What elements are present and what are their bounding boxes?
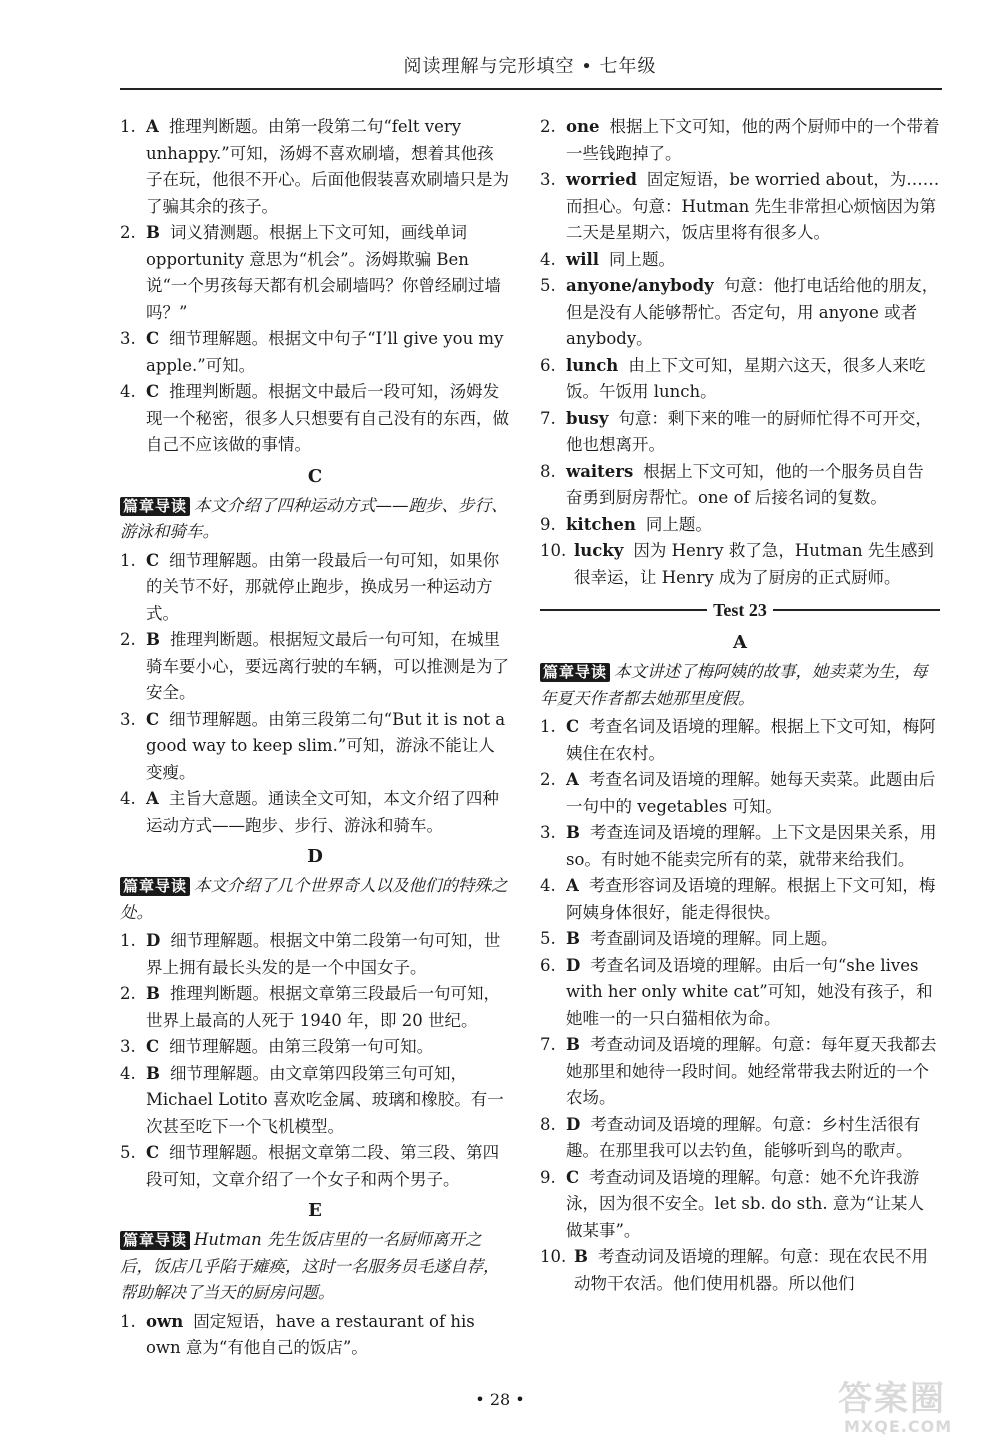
answer-item	[120, 1034, 510, 1061]
answer-item	[120, 114, 510, 220]
item-number: 5.	[540, 929, 556, 948]
item-number: 1.	[120, 550, 136, 570]
answer-explanation: 主旨大意题。通读全文可知，本文介绍了四种运动方式——跑步、步行、游泳和骑车。	[146, 789, 499, 835]
item-number: 9.	[540, 514, 556, 534]
answer-key: C	[566, 717, 580, 736]
test-title: Test 23	[713, 599, 767, 620]
answer-explanation: 细节理解题。根据文章第二段、第三段、第四段可知，文章介绍了一个女子和两个男子。	[146, 1143, 500, 1189]
item-number: 6.	[540, 955, 556, 975]
item-number: 1.	[120, 1311, 136, 1331]
answer-explanation: 考查动词及语境的理解。句意：乡村生活很有趣。在那里我可以去钓鱼，能够听到鸟的歌声。	[566, 1114, 921, 1160]
answer-item	[540, 459, 940, 512]
answer-key: A	[566, 770, 579, 789]
answer-explanation: 词义猜测题。根据上下文可知，画线单词 opportunity 意思为“机会”。汤姆欺骗 Ben 说“一个男孩每天都有机会刷墙吗？你曾经刷过墙吗？”	[146, 223, 501, 322]
answer-key: B	[146, 984, 160, 1003]
reading-guide	[120, 493, 510, 546]
item-number: 10.	[540, 1247, 567, 1266]
answer-key: B	[566, 929, 580, 948]
answer-explanation: 细节理解题。根据文中句子“I’ll give you my apple.”可知。	[146, 329, 504, 375]
answer-explanation: 考查名词及语境的理解。她每天卖菜。此题由后一句中的 vegetables 可知。	[566, 770, 936, 816]
guide-text: 本文介绍了四种运动方式——跑步、步行、游泳和骑车。	[120, 495, 508, 541]
answer-key: lunch	[566, 355, 619, 375]
answer-key: waiters	[566, 461, 634, 481]
answer-explanation: 细节理解题。由第三段第二句“But it is not a good way to keep slim.”可知，游泳不能让人变瘦。	[146, 709, 506, 782]
answer-item	[120, 548, 510, 628]
answer-item	[120, 786, 510, 839]
answer-key: A	[566, 876, 579, 895]
left-column	[120, 114, 510, 1362]
section-title-d: D	[307, 846, 323, 867]
answer-explanation: 考查副词及语境的理解。同上题。	[589, 929, 838, 948]
item-number: 4.	[540, 249, 556, 269]
item-number: 9.	[540, 1167, 556, 1187]
answer-key: D	[566, 1114, 581, 1134]
answer-item	[540, 538, 940, 591]
section-title-e: E	[308, 1200, 322, 1221]
answer-item	[540, 953, 940, 1033]
item-number: 3.	[540, 823, 556, 842]
item-number: 3.	[120, 329, 136, 348]
item-number: 1.	[120, 117, 136, 136]
answer-explanation: 同上题。	[645, 514, 712, 534]
section-title-c: C	[307, 465, 323, 487]
answer-key: C	[146, 1143, 160, 1162]
answer-item	[540, 273, 940, 353]
answer-item	[540, 1112, 940, 1165]
answer-explanation: 细节理解题。由文章第四段第三句可知，Michael Lotito 喜欢吃金属、玻璃和橡胶。有一次甚至吃下一个飞机模型。	[146, 1063, 504, 1136]
answer-explanation: 细节理解题。由第三段第一句可知。	[169, 1037, 434, 1056]
answer-key: C	[146, 1037, 160, 1056]
guide-text: 本文讲述了梅阿姨的故事，她卖菜为生，每年夏天作者都去她那里度假。	[540, 662, 928, 708]
answer-key: own	[146, 1311, 184, 1331]
item-number: 8.	[540, 1114, 556, 1134]
answer-key: D	[566, 955, 581, 975]
answer-explanation: 由上下文可知，星期六这天，很多人来吃饭。午饭用 lunch。	[566, 355, 926, 401]
section-title-a: A	[733, 632, 747, 653]
right-column	[540, 114, 940, 1297]
item-number: 3.	[120, 1037, 136, 1056]
answer-item	[540, 873, 940, 926]
item-number: 7.	[540, 1035, 556, 1054]
answer-item	[540, 167, 940, 247]
answer-explanation: 固定短语，have a restaurant of his own 意为“有他自己的饭店”。	[146, 1311, 475, 1357]
answer-item	[540, 1032, 940, 1112]
guide-label: 篇章导读	[120, 1231, 190, 1250]
answer-key: B	[566, 1035, 580, 1054]
answer-item	[120, 1061, 510, 1141]
reading-guide	[120, 1227, 510, 1307]
answer-key: worried	[566, 170, 637, 189]
answer-key: lucky	[574, 541, 624, 560]
answer-key: B	[574, 1247, 588, 1266]
answer-item	[540, 714, 940, 767]
answer-explanation: 考查连词及语境的理解。上下文是因果关系，用 so。有时她不能卖完所有的菜，就带来给我们。	[566, 823, 937, 869]
answer-item	[120, 981, 510, 1034]
answer-item	[540, 1165, 940, 1245]
answer-item	[540, 926, 940, 953]
answer-explanation: 考查名词及语境的理解。由后一句“she lives with her only white cat”可知，她没有孩子，和她唯一的一只白猫相依为命。	[566, 955, 933, 1028]
answer-key: busy	[566, 408, 609, 428]
answer-key: will	[566, 249, 600, 269]
heading-rule-right	[773, 609, 940, 611]
page-header: 阅读理解与完形填空 • 七年级	[403, 56, 657, 77]
guide-label: 篇章导读	[120, 877, 190, 896]
item-number: 2.	[120, 223, 136, 242]
answer-key: B	[146, 223, 160, 242]
answer-explanation: 推理判断题。由第一段第二句“felt very unhappy.”可知，汤姆不喜欢刷墙，想着其他孩子在玩，他很不开心。后面他假装喜欢刷墙只是为了骗其余的孩子。	[146, 117, 509, 216]
answer-item	[120, 379, 510, 459]
answer-item	[120, 220, 510, 326]
item-number: 2.	[120, 630, 136, 649]
item-number: 4.	[120, 1063, 136, 1083]
answer-item	[540, 406, 940, 459]
answer-item	[120, 1140, 510, 1193]
watermark-logo	[838, 1380, 998, 1438]
answer-explanation: 考查动词及语境的理解。句意：她不允许我游泳，因为很不安全。let sb. do sth. 意为“让某人做某事”。	[566, 1167, 924, 1240]
answer-explanation: 推理判断题。根据文章第三段最后一句可知，世界上最高的人死于 1940 年，即 20 世纪。	[146, 984, 500, 1030]
guide-text: 本文介绍了几个世界奇人以及他们的特殊之处。	[120, 876, 508, 922]
answer-key: B	[566, 823, 580, 842]
answer-explanation: 根据上下文可知，他的一个服务员自告奋勇到厨房帮忙。one of 后接名词的复数。	[566, 461, 924, 507]
answer-explanation: 细节理解题。根据文中第二段第一句可知，世界上拥有最长头发的是一个中国女子。	[146, 931, 501, 977]
item-number: 5.	[540, 276, 556, 295]
heading-rule-left	[540, 609, 707, 611]
answer-key: B	[146, 630, 160, 649]
answer-explanation: 同上题。	[609, 249, 676, 269]
answer-item	[120, 707, 510, 787]
item-number: 2.	[540, 770, 556, 789]
item-number: 2.	[540, 117, 556, 136]
item-number: 10.	[540, 541, 567, 560]
answer-item	[540, 820, 940, 873]
answer-key: A	[146, 117, 159, 136]
guide-label: 篇章导读	[540, 663, 610, 682]
answer-item	[120, 928, 510, 981]
answer-item	[540, 353, 940, 406]
answer-item	[540, 247, 940, 274]
answer-key: C	[146, 329, 160, 348]
answer-explanation: 推理判断题。根据文中最后一段可知，汤姆发现一个秘密，很多人只想要有自己没有的东西，做自己不应该做的事情。	[146, 382, 509, 454]
answer-item	[120, 326, 510, 379]
item-number: 1.	[540, 717, 556, 736]
item-number: 4.	[120, 382, 136, 401]
item-number: 4.	[120, 789, 136, 808]
answer-key: C	[146, 550, 160, 570]
reading-guide	[540, 659, 940, 712]
item-number: 8.	[540, 461, 556, 481]
answer-explanation: 考查动词及语境的理解。句意：每年夏天我都去她那里和她待一段时间。她经常带我去附近的一个农场。	[566, 1035, 937, 1107]
answer-key: C	[566, 1167, 580, 1187]
answer-item	[540, 512, 940, 539]
answer-explanation: 固定短语，be worried about，为……而担心。句意：Hutman 先生非常担心烦恼因为第二天是星期六，饭店里将有很多人。	[566, 170, 940, 242]
item-number: 3.	[540, 170, 556, 189]
answer-item	[120, 1309, 510, 1362]
page-number: • 28 •	[475, 1390, 525, 1409]
item-number: 7.	[540, 408, 556, 428]
answer-explanation: 细节理解题。由第一段最后一句可知，如果你的关节不好，那就停止跑步，换成另一种运动方式。	[146, 550, 500, 623]
answer-explanation: 根据上下文可知，他的两个厨师中的一个带着一些钱跑掉了。	[566, 117, 940, 163]
answer-explanation: 考查形容词及语境的理解。根据上下文可知，梅阿姨身体很好，能走得很快。	[566, 876, 936, 922]
answer-key: anyone/anybody	[566, 276, 714, 295]
answer-key: D	[146, 931, 161, 950]
answer-explanation: 推理判断题。根据短文最后一句可知，在城里骑车要小心，要远离行驶的车辆，可以推测是为了安全。	[146, 630, 509, 702]
reading-guide	[120, 873, 510, 926]
guide-text: Hutman 先生饭店里的一名厨师离开之后，饭店几乎陷于瘫痪，这时一名服务员毛遂自荐，帮助解决了当天的厨房问题。	[120, 1230, 500, 1302]
item-number: 5.	[120, 1143, 136, 1162]
test-heading	[540, 595, 940, 625]
answer-key: B	[146, 1063, 160, 1083]
answer-key: C	[146, 382, 160, 401]
item-number: 4.	[540, 876, 556, 895]
watermark-domain: MXQE.COM	[844, 1417, 953, 1436]
answer-key: A	[146, 789, 159, 808]
item-number: 6.	[540, 355, 556, 375]
answer-explanation: 考查名词及语境的理解。根据上下文可知，梅阿姨住在农村。	[566, 717, 936, 763]
guide-label: 篇章导读	[120, 497, 190, 516]
answer-item	[540, 1244, 940, 1297]
answer-item	[540, 114, 940, 167]
answer-key: C	[146, 709, 160, 729]
answer-explanation: 考查动词及语境的理解。句意：现在农民不用动物干农活。他们使用机器。所以他们	[574, 1247, 928, 1293]
item-number: 2.	[120, 984, 136, 1003]
answer-item	[540, 767, 940, 820]
answer-explanation: 句意：他打电话给他的朋友，但是没有人能够帮忙。否定句，用 anyone 或者 anybody。	[566, 276, 939, 348]
watermark-title: 答案圈	[838, 1379, 946, 1419]
item-number: 1.	[120, 931, 136, 950]
answer-key: one	[566, 117, 600, 136]
answer-key: kitchen	[566, 514, 636, 534]
answer-explanation: 句意：剩下来的唯一的厨师忙得不可开交，他也想离开。	[566, 408, 932, 454]
answer-explanation: 因为 Henry 救了急，Hutman 先生感到很幸运，让 Henry 成为了厨房的正式厨师。	[574, 541, 934, 587]
answer-item	[120, 627, 510, 707]
item-number: 3.	[120, 709, 136, 729]
header-rule	[120, 88, 942, 90]
